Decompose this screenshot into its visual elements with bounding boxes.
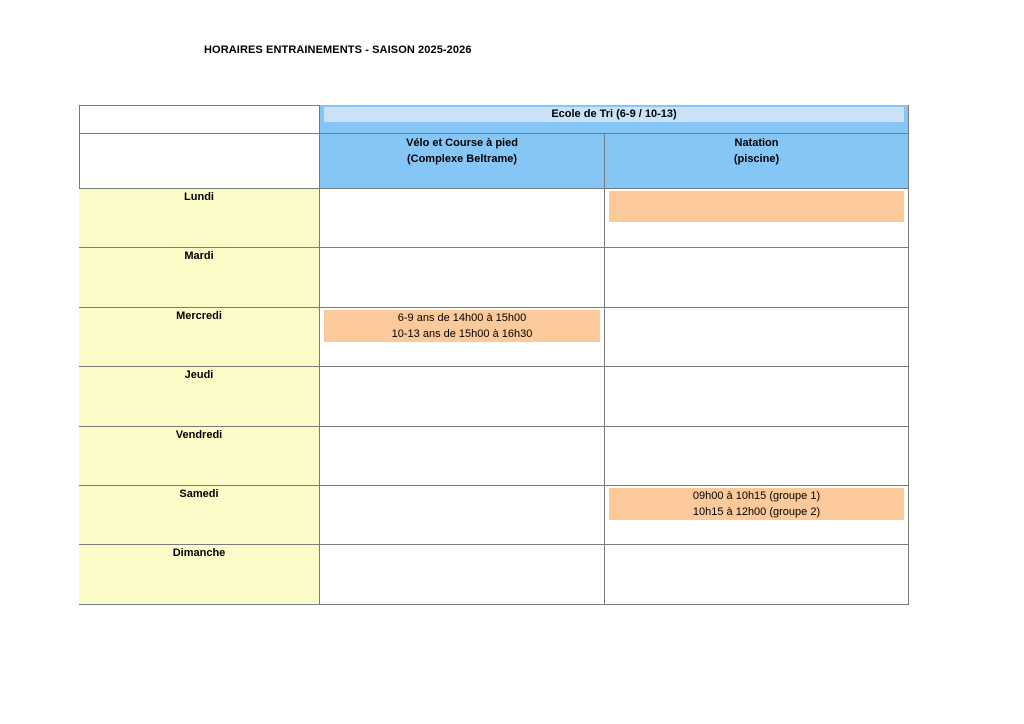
slot-mercredi-velo bbox=[324, 310, 600, 342]
cell-mardi-natation bbox=[605, 248, 909, 308]
cell-dimanche-velo bbox=[320, 545, 605, 605]
cell-lundi-natation bbox=[605, 189, 909, 248]
day-label-samedi: Samedi bbox=[79, 486, 320, 545]
slot-samedi-natation-line2: 10h15 à 12h00 (groupe 2) bbox=[692, 506, 821, 518]
day-label-dimanche: Dimanche bbox=[79, 545, 320, 605]
column-header-natation bbox=[605, 134, 909, 189]
schedule-table bbox=[79, 105, 909, 605]
header-empty-corner-top bbox=[79, 105, 320, 134]
day-label-mardi: Mardi bbox=[79, 248, 320, 308]
cell-mardi-velo bbox=[320, 248, 605, 308]
group-header bbox=[320, 105, 909, 134]
cell-samedi-natation bbox=[605, 486, 909, 545]
day-label-jeudi: Jeudi bbox=[79, 367, 320, 427]
column-header-natation-line1: Natation bbox=[734, 137, 779, 149]
day-label-vendredi: Vendredi bbox=[79, 427, 320, 486]
column-header-velo bbox=[320, 134, 605, 189]
cell-jeudi-velo bbox=[320, 367, 605, 427]
cell-lundi-velo bbox=[320, 189, 605, 248]
column-header-velo-line1: Vélo et Course à pied bbox=[406, 137, 518, 149]
column-header-natation-line2: (piscine) bbox=[733, 153, 780, 165]
slot-samedi-natation bbox=[609, 488, 904, 520]
header-empty-corner bbox=[79, 134, 320, 189]
slot-mercredi-velo-line2: 10-13 ans de 15h00 à 16h30 bbox=[391, 328, 533, 340]
day-label-lundi: Lundi bbox=[79, 189, 320, 248]
day-label-mercredi: Mercredi bbox=[79, 308, 320, 367]
column-header-velo-line2: (Complexe Beltrame) bbox=[406, 153, 518, 165]
slot-lundi-natation-empty bbox=[609, 191, 904, 222]
cell-jeudi-natation bbox=[605, 367, 909, 427]
slot-samedi-natation-line1: 09h00 à 10h15 (groupe 1) bbox=[692, 490, 821, 502]
cell-dimanche-natation bbox=[605, 545, 909, 605]
cell-mercredi-natation bbox=[605, 308, 909, 367]
cell-vendredi-natation bbox=[605, 427, 909, 486]
group-header-label: Ecole de Tri (6-9 / 10-13) bbox=[324, 107, 904, 122]
slot-mercredi-velo-line1: 6-9 ans de 14h00 à 15h00 bbox=[397, 312, 527, 324]
cell-samedi-velo bbox=[320, 486, 605, 545]
cell-mercredi-velo bbox=[320, 308, 605, 367]
page-title: HORAIRES ENTRAINEMENTS - SAISON 2025-2026 bbox=[204, 44, 472, 56]
cell-vendredi-velo bbox=[320, 427, 605, 486]
